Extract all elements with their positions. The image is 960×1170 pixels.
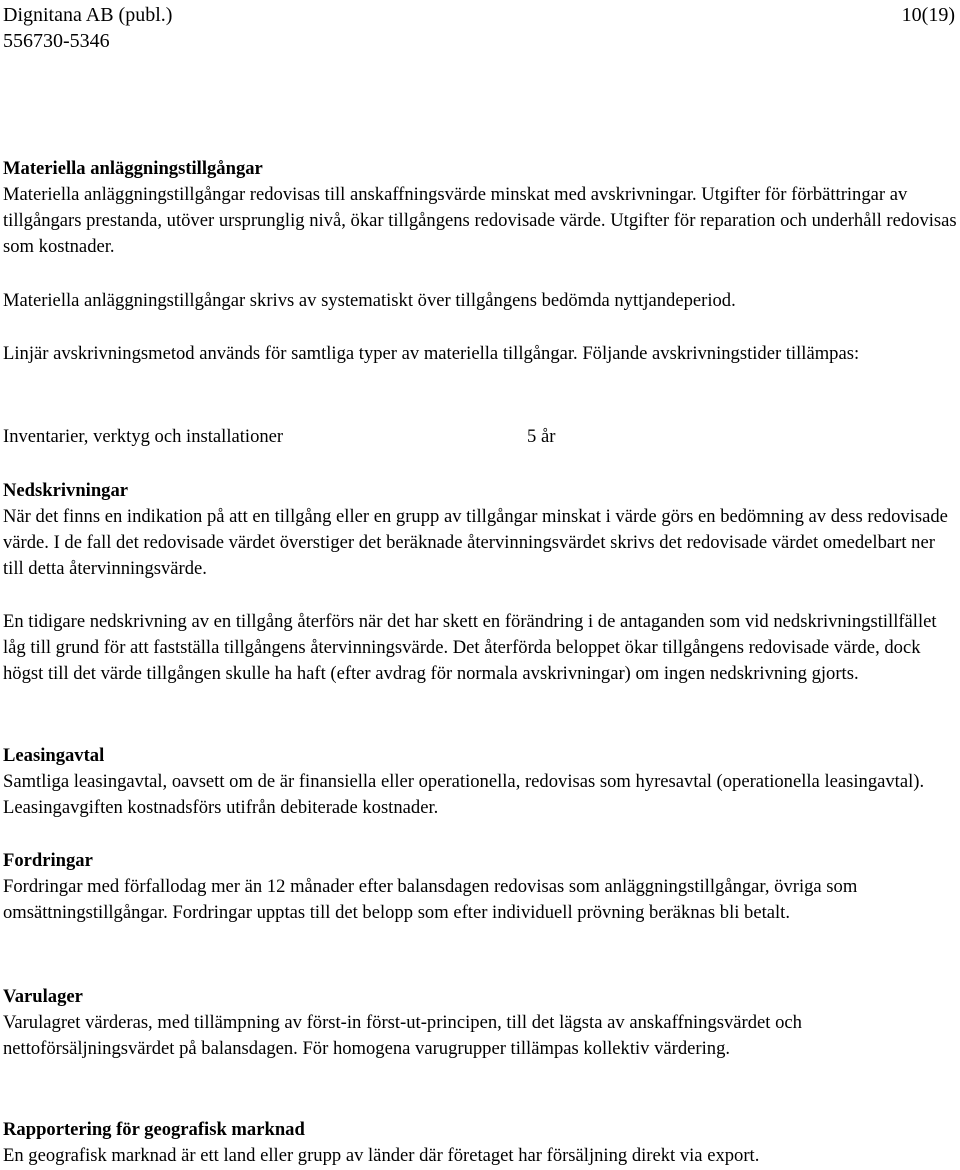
- paragraph: Varulagret värderas, med tillämpning av först-in först-ut-principen, till det lägsta av anskaffningsvärdet och nettoförsäljningsvärdet på balansdagen. För homogena varugrupper tillämpas kollektiv värdering.: [3, 1012, 802, 1059]
- document-page: [3, 0, 958, 1166]
- section-nedskrivningar-p2: [3, 609, 958, 687]
- paragraph: Samtliga leasingavtal, oavsett om de är finansiella eller operationella, redovisas som hyresavtal (operationella leasingavtal). Leasingavgiften kostnadsförs utifrån debiterade kostnader.: [3, 771, 925, 818]
- paragraph: Materiella anläggningstillgångar redovisas till anskaffningsvärde minskat med avskrivningar. Utgifter för förbättringar av tillgångars prestanda, utöver ursprunglig nivå, ökar tillgångens redovisade värde. Utgifter för reparation och underhåll redovisas som kostnader.: [3, 184, 957, 257]
- asset-category: Inventarier, verktyg och installationer: [3, 426, 284, 447]
- section-heading: Rapportering för geografisk marknad: [3, 1119, 305, 1140]
- section-leasingavtal: [3, 743, 958, 821]
- section-varulager: [3, 984, 958, 1062]
- company-info: [3, 2, 172, 54]
- section-fordringar: [3, 848, 958, 926]
- section-materiella: [3, 156, 958, 260]
- paragraph: När det finns en indikation på att en tillgång eller en grupp av tillgångar minskat i värde görs en bedömning av dess redovisade värde. I de fall det redovisade värdet överstiger det beräknade återvinningsvärdet skrivs det redovisade värdet omedelbart ner till detta återvinningsvärde.: [3, 506, 948, 579]
- section-heading: Materiella anläggningstillgångar: [3, 158, 263, 179]
- section-materiella-p2: [3, 288, 958, 314]
- paragraph: En tidigare nedskrivning av en tillgång återförs när det har skett en förändring i de antaganden som vid nedskrivningstillfället låg till grund för att fastställa tillgångens återvinningsvärde. Det återförda beloppet ökar tillgångens redovisade värde, dock högst till det värde tillgången skulle ha haft (efter avdrag för normala avskrivningar) om ingen nedskrivning gjorts.: [3, 611, 937, 684]
- section-heading: Fordringar: [3, 850, 93, 871]
- org-number: 556730-5346: [3, 30, 110, 52]
- page-header: [3, 0, 958, 56]
- section-rapportering: [3, 1117, 958, 1169]
- depreciation-period: 5 år: [527, 426, 556, 447]
- paragraph: En geografisk marknad är ett land eller grupp av länder där företaget har försäljning direkt via export.: [3, 1145, 760, 1166]
- section-heading: Varulager: [3, 986, 83, 1007]
- section-heading: Leasingavtal: [3, 745, 105, 766]
- company-name: Dignitana AB (publ.): [3, 4, 173, 26]
- section-nedskrivningar: [3, 478, 958, 582]
- page-number: 10(19): [901, 4, 955, 26]
- paragraph: Linjär avskrivningsmetod används för samtliga typer av materiella tillgångar. Följande avskrivningstider tillämpas:: [3, 343, 860, 364]
- paragraph: Fordringar med förfallodag mer än 12 månader efter balansdagen redovisas som anläggningstillgångar, övriga som omsättningstillgångar. Fordringar upptas till det belopp som efter individuell prövning beräknas bli betalt.: [3, 876, 858, 923]
- depreciation-table-row: [3, 424, 958, 450]
- section-materiella-p3: [3, 341, 958, 367]
- paragraph: Materiella anläggningstillgångar skrivs av systematiskt över tillgångens bedömda nyttjandeperiod.: [3, 290, 736, 311]
- section-heading: Nedskrivningar: [3, 480, 129, 501]
